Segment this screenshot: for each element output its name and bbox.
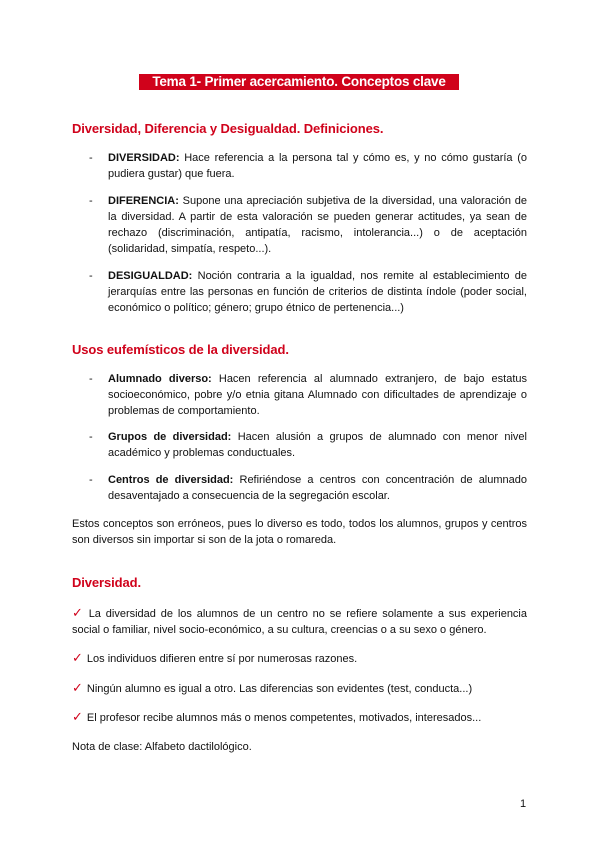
bullet-dash: -	[89, 373, 93, 385]
bullet-dash: -	[89, 431, 93, 443]
check-text: El profesor recibe alumnos más o menos competentes, motivados, interesados...	[86, 712, 482, 724]
checkmark-icon: ✓	[72, 650, 83, 665]
check-text: Los individuos difieren entre sí por numerosas razones.	[86, 653, 358, 665]
check-item	[72, 709, 527, 726]
section-heading-diversidad: Diversidad.	[72, 575, 141, 590]
term: DIFERENCIA:	[108, 195, 179, 207]
definition-diferencia	[108, 193, 527, 257]
usage-centros-diversidad	[108, 472, 527, 504]
term: DESIGUALDAD:	[108, 270, 193, 282]
definition-desigualdad	[108, 268, 527, 316]
check-item	[72, 605, 527, 638]
section-heading-euphemisms: Usos eufemísticos de la diversidad.	[72, 342, 289, 357]
definition-text: Supone una apreciación subjetiva de la diversidad, una valoración de la diversidad. A partir de esta valoración se pueden generar actitudes, ya sean de rechazo (discriminación, antipatía, racismo, intolerancia...) o de aceptación (solidaridad, simpatía, respeto...).	[108, 195, 527, 255]
term: Grupos de diversidad:	[108, 431, 232, 443]
class-note: Nota de clase: Alfabeto dactilológico.	[72, 741, 252, 753]
definition-text: Hace referencia a la persona tal y cómo es, y no cómo gustaría (o pudiera gustar) que fuera.	[108, 152, 527, 180]
bullet-dash: -	[89, 195, 93, 207]
check-item	[72, 650, 527, 667]
check-item	[72, 680, 527, 697]
usage-text: Hacen alusión a grupos de alumnado con menor nivel académico y problemas conductuales.	[108, 431, 527, 459]
bullet-dash: -	[89, 270, 93, 282]
page-title: Tema 1- Primer acercamiento. Conceptos clave	[139, 74, 459, 90]
check-text: La diversidad de los alumnos de un centro no se refiere solamente a sus experiencia social o familiar, nivel socio-económico, a su cultura, creencias o a su sexo o género.	[72, 608, 527, 636]
checkmark-icon: ✓	[72, 709, 83, 724]
checkmark-icon: ✓	[72, 680, 83, 695]
term: Alumnado diverso:	[108, 373, 212, 385]
usage-text: Hacen referencia al alumnado extranjero, de bajo estatus socioeconómico, pobre y/o etnia gitana Alumnado con dificultades de aprendizaje o problemas de comportamiento.	[108, 373, 527, 417]
bullet-dash: -	[89, 474, 93, 486]
check-text: Ningún alumno es igual a otro. Las diferencias son evidentes (test, conducta...)	[86, 683, 473, 695]
page-number: 1	[520, 798, 527, 810]
usage-grupos-diversidad	[108, 429, 527, 461]
term: Centros de diversidad:	[108, 474, 234, 486]
definition-diversidad	[108, 150, 527, 182]
definition-text: Noción contraria a la igualdad, nos remite al establecimiento de jerarquías entre las personas en función de criterios de distinta índole (poder social, económico o político; género; grupo étnico de pertenencia...)	[108, 270, 527, 314]
note-paragraph: Estos conceptos son erróneos, pues lo diverso es todo, todos los alumnos, grupos y centros son diversos sin importar si son de la jota o romareda.	[72, 518, 527, 546]
usage-text: Refiriéndose a centros con concentración de alumnado desaventajado a consecuencia de la segregación escolar.	[108, 474, 528, 502]
term: DIVERSIDAD:	[108, 152, 180, 164]
bullet-dash: -	[89, 152, 93, 164]
checkmark-icon: ✓	[72, 605, 85, 620]
usage-alumnado-diverso	[108, 371, 527, 419]
section-heading-definitions: Diversidad, Diferencia y Desigualdad. Definiciones.	[72, 121, 384, 136]
